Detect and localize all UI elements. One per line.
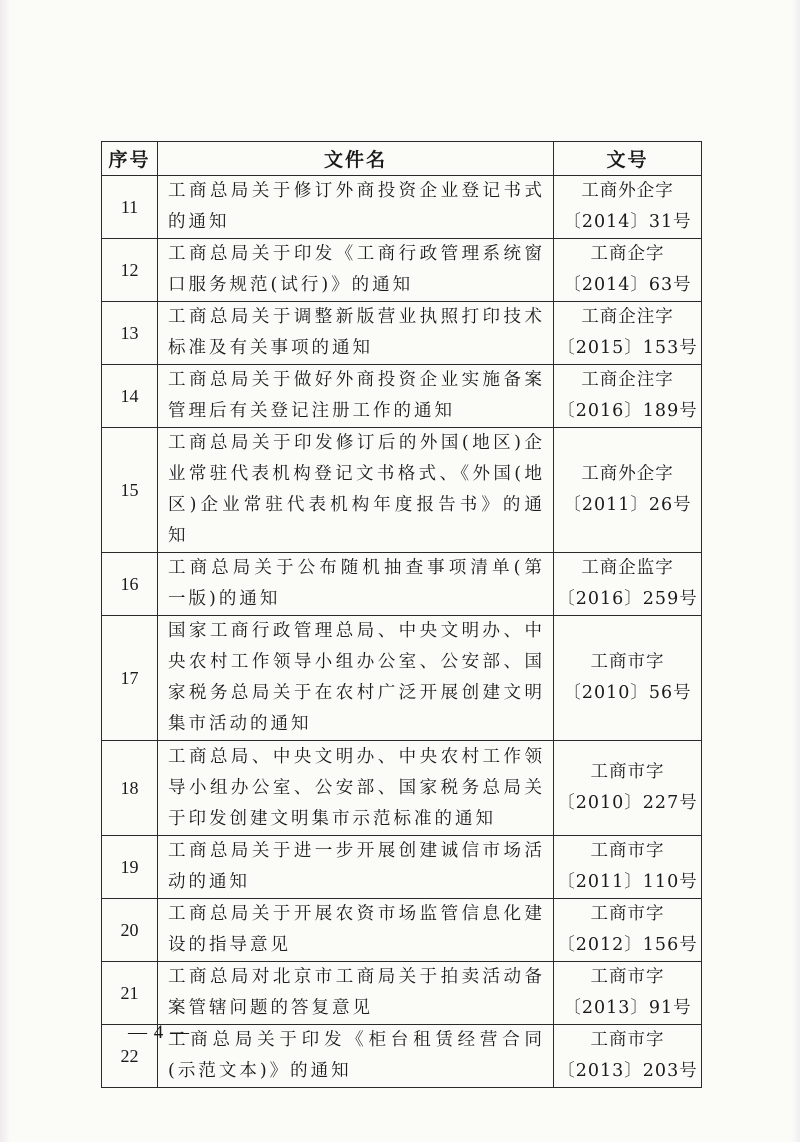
row-doc-number [554,1025,702,1088]
row-file-name: 工商总局关于做好外商投资企业实施备案管理后有关登记注册工作的通知 [158,365,554,428]
doc-number-prefix: 工商市字 [590,1030,665,1050]
row-seq: 19 [102,836,158,899]
table-row [102,836,702,899]
doc-number-prefix: 工商市字 [590,904,665,924]
row-file-name: 工商总局、中央文明办、中央农村工作领导小组办公室、公安部、国家税务总局关于印发创建文明集市示范标准的通知 [158,741,554,836]
row-seq: 18 [102,741,158,836]
doc-number-code: 〔2013〕203号 [557,1061,698,1081]
row-seq: 22 [102,1025,158,1088]
row-file-name: 工商总局关于印发《工商行政管理系统窗口服务规范(试行)》的通知 [158,239,554,302]
scan-edge-right [792,0,800,1142]
row-seq: 16 [102,553,158,616]
row-file-name: 国家工商行政管理总局、中央文明办、中央农村工作领导小组办公室、公安部、国家税务总局关于在农村广泛开展创建文明集市活动的通知 [158,616,554,741]
doc-number-code: 〔2010〕227号 [557,793,698,813]
table-row [102,899,702,962]
row-file-name: 工商总局关于印发修订后的外国(地区)企业常驻代表机构登记文书格式、《外国(地区)企业常驻代表机构年度报告书》的通知 [158,428,554,553]
row-file-name: 工商总局关于印发《柜台租赁经营合同(示范文本)》的通知 [158,1025,554,1088]
row-seq: 13 [102,302,158,365]
row-file-name: 工商总局关于调整新版营业执照打印技术标准及有关事项的通知 [158,302,554,365]
row-doc-number [554,302,702,365]
row-seq: 21 [102,962,158,1025]
row-doc-number [554,239,702,302]
doc-number-code: 〔2011〕26号 [563,495,692,515]
doc-number-code: 〔2015〕153号 [557,338,698,358]
doc-number-prefix: 工商市字 [590,762,665,782]
row-doc-number [554,962,702,1025]
doc-number-prefix: 工商企注字 [581,370,674,390]
row-doc-number [554,176,702,239]
table-row [102,428,702,553]
table-row [102,365,702,428]
row-seq: 11 [102,176,158,239]
row-file-name: 工商总局对北京市工商局关于拍卖活动备案管辖问题的答复意见 [158,962,554,1025]
row-seq: 15 [102,428,158,553]
table-header-row [102,142,702,176]
table-row [102,741,702,836]
row-seq: 14 [102,365,158,428]
row-file-name: 工商总局关于修订外商投资企业登记书式的通知 [158,176,554,239]
row-doc-number [554,428,702,553]
table-row [102,616,702,741]
doc-number-prefix: 工商企监字 [581,558,674,578]
table-row [102,962,702,1025]
doc-number-code: 〔2014〕63号 [563,275,692,295]
table-row [102,176,702,239]
doc-number-prefix: 工商企字 [590,244,665,264]
doc-number-code: 〔2016〕189号 [557,401,698,421]
document-table [101,141,702,1088]
doc-number-prefix: 工商企注字 [581,307,674,327]
doc-number-prefix: 工商外企字 [581,464,674,484]
row-file-name: 工商总局关于公布随机抽查事项清单(第一版)的通知 [158,553,554,616]
doc-number-code: 〔2011〕110号 [557,872,698,892]
table-row [102,553,702,616]
row-doc-number [554,899,702,962]
doc-number-prefix: 工商市字 [590,967,665,987]
doc-number-prefix: 工商市字 [590,841,665,861]
row-file-name: 工商总局关于开展农资市场监管信息化建设的指导意见 [158,899,554,962]
table-row [102,302,702,365]
page-number: — 4 — [128,1022,190,1043]
row-file-name: 工商总局关于进一步开展创建诚信市场活动的通知 [158,836,554,899]
row-doc-number [554,616,702,741]
doc-number-prefix: 工商市字 [590,652,665,672]
doc-number-code: 〔2013〕91号 [563,998,692,1018]
header-doc-number: 文号 [554,142,702,176]
header-file-name: 文件名 [158,142,554,176]
table-row [102,1025,702,1088]
row-doc-number [554,553,702,616]
table-row [102,239,702,302]
scan-edge-left [0,0,10,1142]
row-doc-number [554,741,702,836]
row-doc-number [554,836,702,899]
row-seq: 12 [102,239,158,302]
doc-number-code: 〔2012〕156号 [557,935,698,955]
row-doc-number [554,365,702,428]
doc-number-code: 〔2014〕31号 [563,212,692,232]
header-seq: 序号 [102,142,158,176]
doc-number-prefix: 工商外企字 [581,181,674,201]
row-seq: 20 [102,899,158,962]
row-seq: 17 [102,616,158,741]
doc-number-code: 〔2010〕56号 [563,683,692,703]
doc-number-code: 〔2016〕259号 [557,589,698,609]
